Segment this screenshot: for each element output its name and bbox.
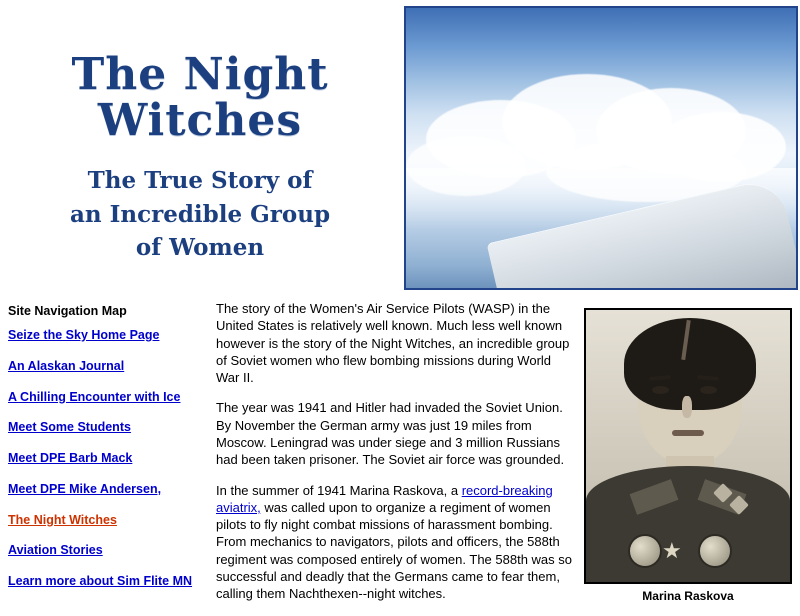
page-header: [0, 0, 800, 292]
article-paragraph-3: [216, 482, 574, 603]
medal-icon: [698, 534, 732, 568]
portrait-eye: [652, 386, 669, 394]
page-title: The Night Witches: [71, 49, 329, 147]
sidebar-item-a-chilling-encounter-with-ice[interactable]: A Chilling Encounter with Ice: [8, 389, 181, 404]
sidebar-item-meet-dpe-barb-mack[interactable]: Meet DPE Barb Mack: [8, 451, 133, 465]
sidebar-item-learn-more-about-sim-flite-mn[interactable]: Learn more about Sim Flite MN: [8, 574, 193, 588]
sidebar-item-an-alaskan-journal[interactable]: An Alaskan Journal: [8, 358, 125, 373]
portrait-nose: [682, 396, 692, 418]
page-subtitle: [0, 164, 400, 264]
marina-raskova-photo: [584, 308, 792, 584]
paragraph-3-text-start: In the summer of 1941 Marina Raskova, a: [216, 482, 462, 498]
portrait-figure: [584, 308, 792, 603]
sidebar-item-meet-some-students[interactable]: Meet Some Students: [8, 420, 131, 435]
sidebar-item-meet-dpe-mike-andersen[interactable]: Meet DPE Mike Andersen,: [8, 481, 162, 496]
paragraph-3-text-end: was called upon to organize a regiment of women pilots to fly night combat missions of harassment bombing. From mechanics to navigators, pilots and officers, the 588th regiment was composed entirely of women. The 588th was so successful and deadly that the Germans came to fear them, calling them Nachthexen--night witches.: [216, 499, 572, 602]
sidebar-item-the-night-witches[interactable]: The Night Witches: [8, 512, 117, 527]
subtitle-line-2: an Incredible Group: [69, 200, 331, 228]
article-paragraph-1: The story of the Women's Air Service Pilots (WASP) in the United States is relatively well known. Much less well known however is the story of the Night Witches, an incredible group of Soviet women who flew bombing missions during World War II.: [216, 301, 570, 386]
nav-title: Site Navigation Map: [8, 304, 127, 318]
portrait-eye: [700, 386, 717, 394]
portrait-uniform: [586, 466, 790, 582]
sidebar-item-seize-the-sky-home-page[interactable]: Seize the Sky Home Page: [8, 328, 160, 342]
article-body: [216, 300, 574, 616]
portrait-caption: Marina Raskova: [642, 589, 734, 603]
sidebar-item-aviation-stories[interactable]: Aviation Stories: [8, 543, 103, 558]
star-icon: ★: [662, 538, 682, 563]
medal-icon: [628, 534, 662, 568]
hero-sky-photo: [404, 6, 798, 290]
subtitle-line-3: of Women: [135, 234, 265, 262]
subtitle-line-1: The True Story of: [87, 167, 313, 195]
record-breaking-aviatrix-link[interactable]: record-breaking aviatrix,: [216, 482, 553, 515]
title-block: [0, 0, 400, 264]
site-navigation: [8, 304, 208, 606]
portrait-mouth: [672, 430, 704, 436]
article-paragraph-2: The year was 1941 and Hitler had invaded the Soviet Union. By November the German army was just 19 miles from Moscow. Leningrad was under siege and 3 million Russians had been taken prisoner. The Soviet air force was grounded.: [216, 400, 565, 468]
